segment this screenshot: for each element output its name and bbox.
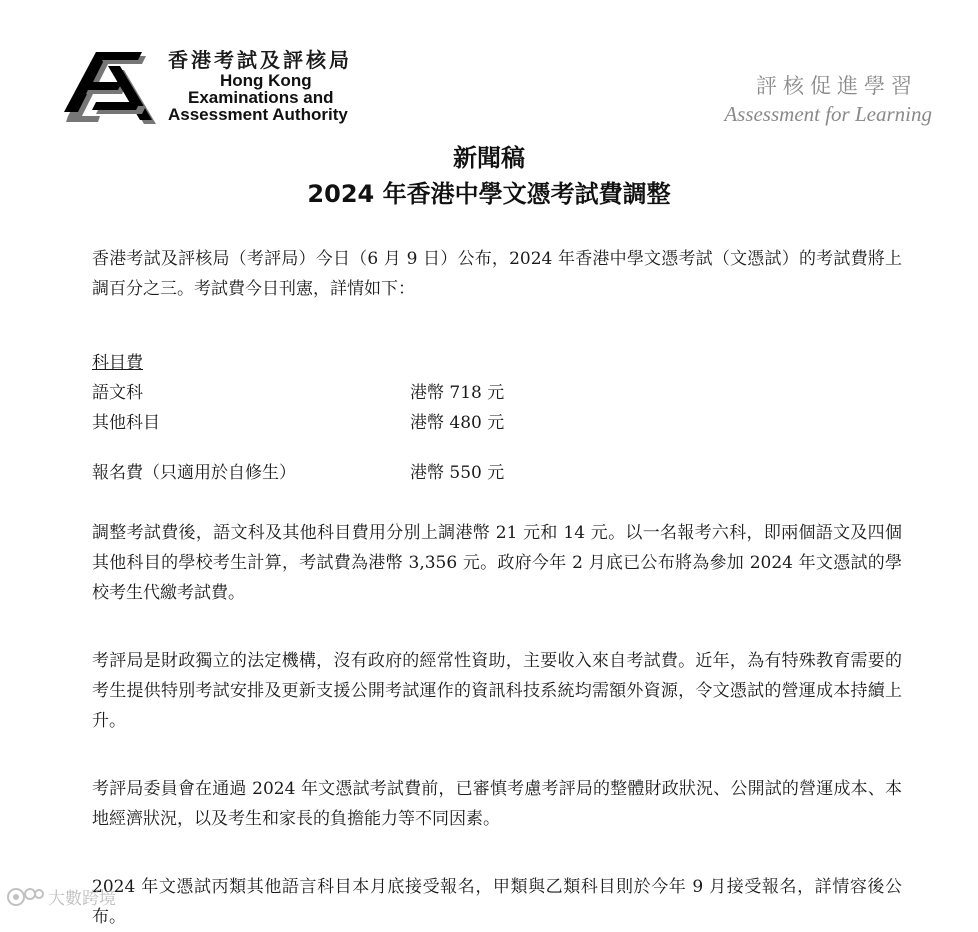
org-name-block [166, 48, 396, 123]
watermark-text: 大數跨境 [48, 889, 116, 909]
fee-label: 語文科 [92, 383, 143, 403]
body-paragraph: 考評局委員會在通過 2024 年文憑試考試費前，已審慎考慮考評局的整體財政狀況、公開試的營運成本、本地經濟狀況，以及考生和家長的負擔能力等不同因素。 [92, 779, 902, 829]
page-title: 2024 年香港中學文憑考試費調整 [307, 180, 671, 208]
org-name-zh: 香港考試及評核局 [168, 48, 352, 72]
fee-amount: 港幣 480 元 [410, 413, 505, 433]
fee-table [92, 348, 902, 488]
body-paragraph: 考評局是財政獨立的法定機構，沒有政府的經常性資助，主要收入來自考試費。近年，為有特殊教育需要的考生提供特別考試安排及更新支援公開考試運作的資訊科技系統均需額外資源，令文憑試的營運成本持續上升。 [92, 651, 902, 731]
subject-fee-heading: 科目費 [92, 353, 143, 373]
body-paragraph: 2024 年文憑試丙類其他語言科目本月底接受報名，甲類與乙類科目則於今年 9 月接受報名，詳情容後公布。 [92, 877, 902, 927]
org-name-en-line1: Hong Kong [220, 71, 312, 90]
body-paragraph: 調整考試費後，語文科及其他科目費用分別上調港幣 21 元和 14 元。以一名報考六科，即兩個語文及四個其他科目的學校考生計算，考試費為港幣 3,356 元。政府今年 2 月底已公布將為參加 2024 年文憑試的學校考生代繳考試費。 [92, 523, 902, 603]
slogan-en: Assessment for Learning [724, 102, 932, 126]
registration-fee-label: 報名費（只適用於自修生） [92, 463, 296, 483]
fee-amount: 港幣 718 元 [410, 383, 505, 403]
press-release-heading: 新聞稿 [453, 144, 525, 172]
registration-fee-amount: 港幣 550 元 [410, 463, 505, 483]
org-name-en-line3: Assessment Authority [168, 105, 348, 124]
fee-row [92, 378, 902, 408]
intro-paragraph: 香港考試及評核局（考評局）今日（6 月 9 日）公布，2024 年香港中學文憑考試（文憑試）的考試費將上調百分之三。考試費今日刊憲，詳情如下： [92, 249, 902, 299]
fee-row [92, 408, 902, 438]
fee-label: 其他科目 [92, 413, 160, 433]
slogan-zh: 評核促進學習 [756, 74, 918, 98]
registration-fee-row [92, 458, 902, 488]
org-name-en-line2: Examinations and [188, 88, 334, 107]
title-block [0, 140, 978, 212]
hkeaa-logo-icon [60, 50, 160, 126]
slogan [724, 72, 932, 128]
camera-icon [6, 886, 44, 908]
watermark [6, 884, 116, 909]
press-release-body [92, 244, 902, 932]
